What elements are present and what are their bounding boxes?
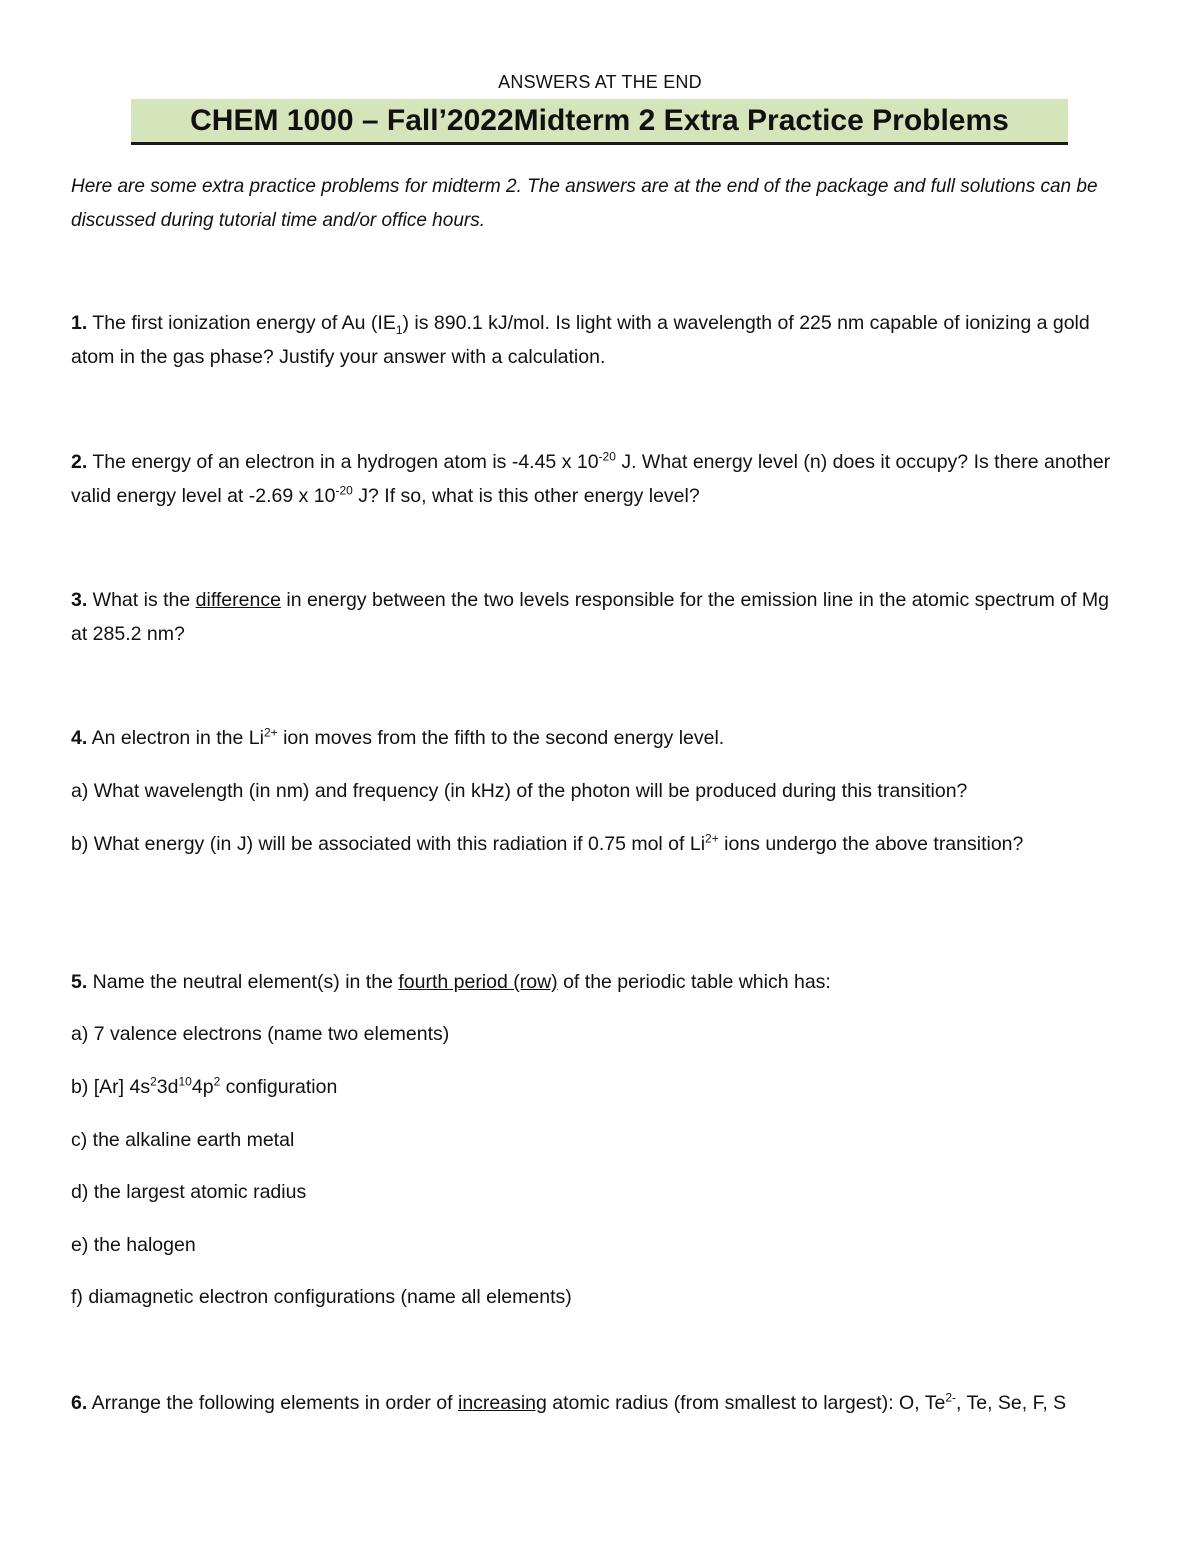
question-text: b) [Ar] 4s <box>71 1076 151 1098</box>
question-5b <box>71 1070 1121 1104</box>
superscript: 10 <box>178 1074 192 1089</box>
question-text: ) is 890.1 kJ/mol. Is light with a wavelength of 225 nm capable of ionizing a gold atom in the gas phase? Justify your answer with a calculation. <box>71 312 1090 368</box>
question-text: in energy between the two levels responsible for the emission line in the atomic spectrum of Mg at 285.2 nm? <box>71 589 1110 645</box>
question-4b <box>71 827 1121 861</box>
question-2 <box>71 445 1121 513</box>
intro-paragraph: Here are some extra practice problems for midterm 2. The answers are at the end of the package and full solutions can be discussed during tutorial time and/or office hours. <box>71 176 1098 231</box>
document-title <box>131 99 1068 145</box>
question-text: ions undergo the above transition? <box>718 833 1024 855</box>
question-text: J? If so, what is this other energy level? <box>352 485 700 507</box>
question-number: 6. <box>71 1392 88 1414</box>
question-text: J. What energy level (n) does it occupy? Is there another valid energy level at -2.69 x 10 <box>71 451 1111 507</box>
underlined-term: increasing <box>457 1392 547 1414</box>
question-text: Arrange the following elements in order of <box>87 1392 458 1414</box>
question-text: , Te, Se, F, S <box>955 1392 1067 1414</box>
exam-title: Midterm 2 Extra Practice Problems <box>513 103 1009 137</box>
question-4 <box>71 721 1121 755</box>
question-number: 4. <box>71 727 88 749</box>
question-text: An electron in the Li <box>87 727 264 749</box>
question-6 <box>71 1386 1121 1420</box>
question-text: configuration <box>220 1076 338 1098</box>
question-5d: d) the largest atomic radius <box>71 1181 307 1203</box>
question-text: The energy of an electron in a hydrogen atom is -4.45 x 10 <box>87 451 599 473</box>
question-text: of the periodic table which has: <box>557 971 831 993</box>
question-number: 1. <box>71 312 88 334</box>
question-5 <box>71 965 1121 999</box>
course-title: CHEM 1000 – Fall’2022 <box>190 103 514 137</box>
question-text: 4p <box>191 1076 214 1098</box>
question-number: 5. <box>71 971 88 993</box>
question-text: b) What energy (in J) will be associated with this radiation if 0.75 mol of Li <box>71 833 706 855</box>
superscript: -20 <box>335 483 353 498</box>
question-5a: a) 7 valence electrons (name two elements) <box>71 1023 450 1045</box>
question-text: 3d <box>156 1076 179 1098</box>
question-5f: f) diamagnetic electron configurations (name all elements) <box>71 1286 572 1308</box>
question-text: Name the neutral element(s) in the <box>87 971 399 993</box>
question-text: What is the <box>87 589 196 611</box>
question-4a: a) What wavelength (in nm) and frequency (in kHz) of the photon will be produced during this transition? <box>71 780 968 802</box>
underlined-term: difference <box>195 589 281 611</box>
superscript: 2+ <box>705 831 719 846</box>
superscript: 2 <box>150 1074 157 1089</box>
question-3 <box>71 583 1121 651</box>
question-text: The first ionization energy of Au (IE <box>87 312 396 334</box>
question-5e: e) the halogen <box>71 1234 196 1256</box>
subscript: 1 <box>395 322 403 337</box>
superscript: -20 <box>598 449 616 464</box>
superscript: 2+ <box>263 725 278 740</box>
superscript: 2 <box>213 1074 221 1089</box>
underlined-term: fourth period (row) <box>398 971 558 993</box>
question-1 <box>71 306 1121 374</box>
question-5c: c) the alkaline earth metal <box>71 1129 295 1151</box>
pre-header: ANSWERS AT THE END <box>498 72 702 92</box>
question-text: atomic radius (from smallest to largest): O, Te <box>546 1392 946 1414</box>
superscript: 2- <box>945 1390 956 1405</box>
question-text: ion moves from the fifth to the second energy level. <box>277 727 725 749</box>
question-number: 3. <box>71 589 88 611</box>
question-number: 2. <box>71 451 88 473</box>
